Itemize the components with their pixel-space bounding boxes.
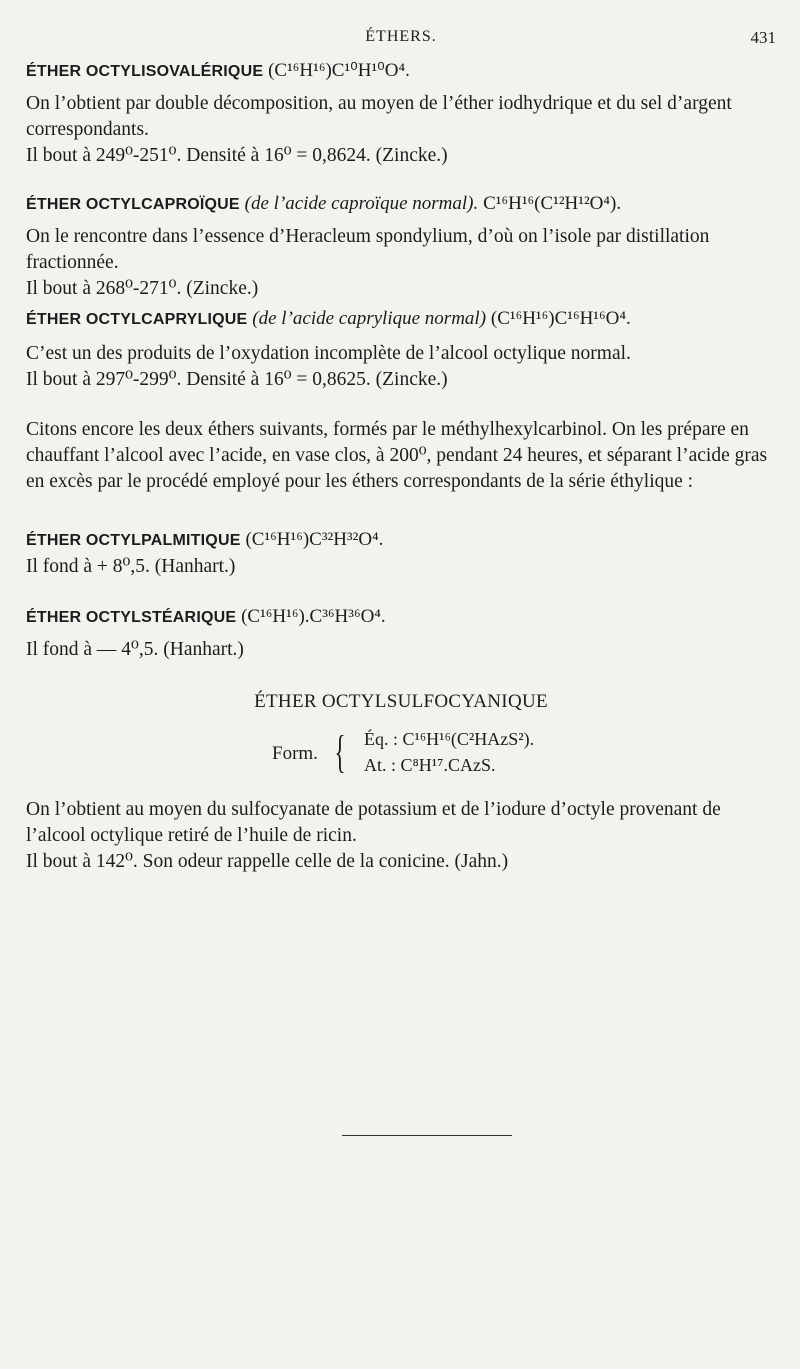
entry-note: (de l’acide caproïque normal).	[244, 193, 479, 214]
entry-caproique	[26, 191, 776, 302]
entry-boiling: Il bout à 297⁰-299⁰. Densité à 16⁰ = 0,8625. (Zincke.)	[26, 369, 448, 390]
entry-boiling: Il bout à 142⁰. Son odeur rappelle celle de la conicine. (Jahn.)	[26, 851, 509, 872]
entry-boiling: Il bout à 249⁰-251⁰. Densité à 16⁰ = 0,8624. (Zincke.)	[26, 145, 448, 166]
entry-formula: (C¹⁶H¹⁶)C¹⁰H¹⁰O⁴.	[268, 60, 410, 81]
form-label: Form.	[272, 743, 318, 764]
entry-text: On l’obtient par double décomposition, au moyen de l’éther iodhydrique et du sel d’argent correspondants.	[26, 93, 732, 140]
entry-note: (de l’acide caprylique normal)	[252, 308, 487, 329]
formula-equivalent: Éq. : C¹⁶H¹⁶(C²HAzS²).	[364, 729, 535, 749]
page-number: 431	[750, 28, 776, 47]
intro-paragraph: Citons encore les deux éthers suivants, formés par le méthylhexylcarbinol. On les prépare en chauffant l’alcool avec l’acide, en vase clos, à 200⁰, pendant 24 heures, et séparant l’acide gras en excès par le procédé employé pour les éthers correspondants de la série éthylique :	[26, 419, 768, 492]
document-page	[26, 22, 776, 875]
entry-name: ÉTHER OCTYLISOVALÉRIQUE	[26, 63, 264, 80]
entry-palmitique	[26, 527, 776, 580]
formula-atomic: At. : C⁸H¹⁷.CAzS.	[364, 755, 496, 775]
entry-text: C’est un des produits de l’oxydation incomplète de l’alcool octylique normal.	[26, 343, 631, 364]
entry-boiling: Il bout à 268⁰-271⁰. (Zincke.)	[26, 278, 259, 299]
running-head	[26, 22, 776, 52]
entry-heading	[26, 527, 776, 554]
section-title: ÉTHER OCTYLSULFOCYANIQUE	[254, 691, 548, 712]
entry-name: ÉTHER OCTYLPALMITIQUE	[26, 532, 241, 549]
entry-text: Il fond à + 8⁰,5. (Hanhart.)	[26, 556, 236, 577]
entry-name: ÉTHER OCTYLSTÉARIQUE	[26, 609, 237, 626]
entry-name: ÉTHER OCTYLCAPROÏQUE	[26, 196, 240, 213]
running-title: ÉTHERS.	[365, 28, 437, 45]
formula-block	[26, 725, 776, 783]
entry-formula: (C¹⁶H¹⁶).C³⁶H³⁶O⁴.	[241, 606, 386, 627]
entry-name: ÉTHER OCTYLCAPRYLIQUE	[26, 311, 248, 328]
section-divider	[342, 1135, 512, 1136]
brace-icon: {	[334, 726, 346, 777]
entry-caprylique	[26, 306, 776, 393]
entry-formula: (C¹⁶H¹⁶)C¹⁶H¹⁶O⁴.	[490, 308, 631, 329]
entry-heading	[26, 604, 776, 631]
entry-stearique	[26, 604, 776, 663]
entry-heading	[26, 58, 776, 85]
entry-heading	[26, 191, 776, 218]
entry-heading	[26, 306, 776, 333]
entry-formula: (C¹⁶H¹⁶)C³²H³²O⁴.	[245, 529, 384, 550]
entry-formula: C¹⁶H¹⁶(C¹²H¹²O⁴).	[483, 193, 622, 214]
entry-text: On l’obtient au moyen du sulfocyanate de potassium et de l’iodure d’octyle provenant de l’alcool octylique retiré de l’huile de ricin.	[26, 799, 721, 846]
entry-text: On le rencontre dans l’essence d’Heracleum spondylium, d’où on l’isole par distillation fractionnée.	[26, 226, 710, 273]
entry-isovalerique	[26, 58, 776, 169]
entry-text: Il fond à — 4⁰,5. (Hanhart.)	[26, 639, 244, 660]
